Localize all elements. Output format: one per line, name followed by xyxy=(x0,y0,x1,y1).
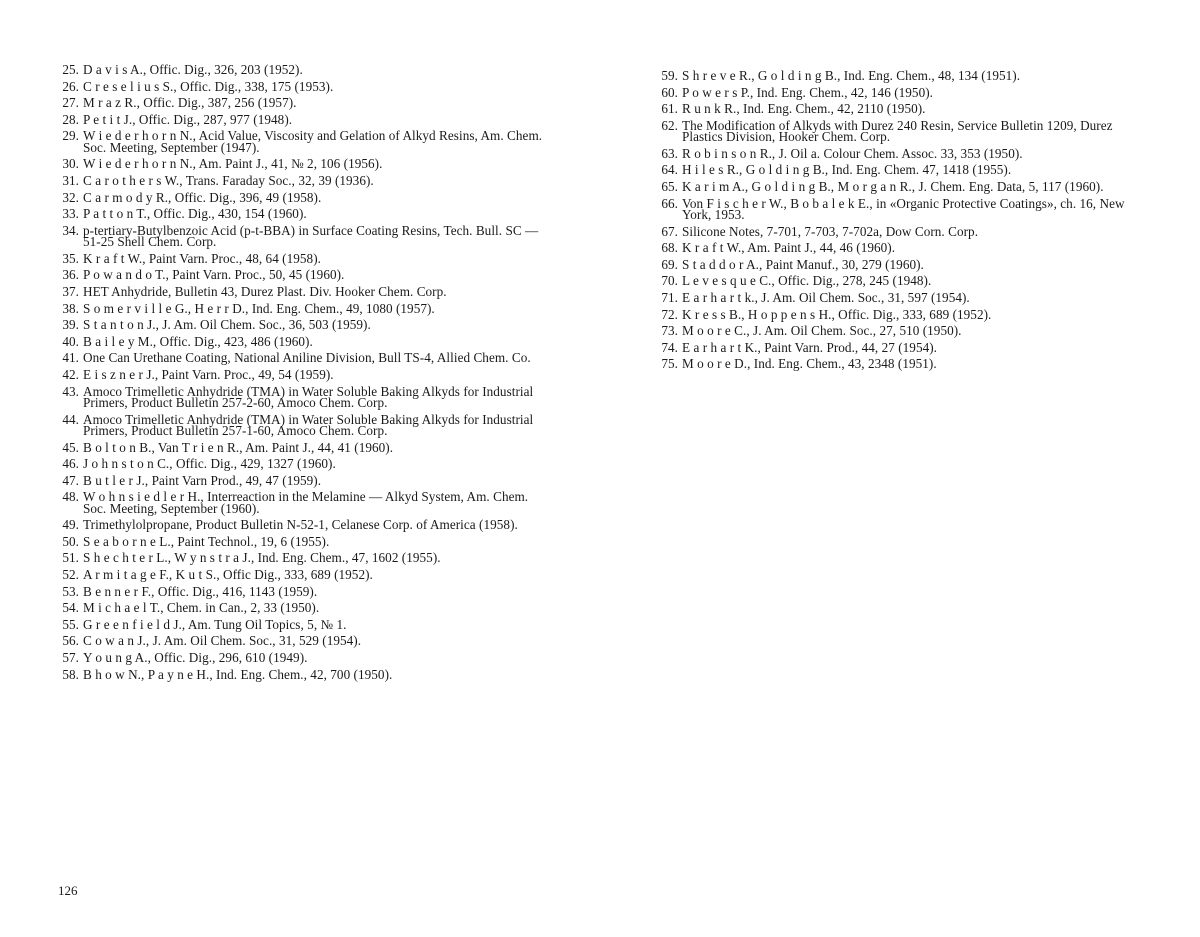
reference-number: 48. xyxy=(62,489,79,505)
reference-number: 66. xyxy=(661,195,678,211)
reference-item xyxy=(58,95,548,111)
reference-item xyxy=(58,666,548,682)
reference-number: 75. xyxy=(661,356,678,372)
reference-text: Silicone Notes, 7-701, 7-703, 7-702a, Dow Corn. Corp. xyxy=(682,223,979,239)
reference-text: B a i l e y M., Offic. Dig., 423, 486 (1960). xyxy=(83,333,313,349)
reference-item xyxy=(58,472,548,488)
reference-text: HET Anhydride, Bulletin 43, Durez Plast. Div. Hooker Chem. Corp. xyxy=(83,283,447,299)
reference-item xyxy=(58,350,548,366)
reference-number: 74. xyxy=(661,339,678,355)
reference-number: 50. xyxy=(62,533,79,549)
reference-number: 54. xyxy=(62,600,79,616)
reference-number: 46. xyxy=(62,456,79,472)
reference-item xyxy=(58,206,548,222)
reference-text: B o l t o n B., Van T r i e n R., Am. Paint J., 44, 41 (1960). xyxy=(83,439,394,455)
reference-text: C a r m o d y R., Offic. Dig., 396, 49 (1958). xyxy=(83,189,322,205)
reference-item xyxy=(657,70,1147,81)
reference-text: S t a d d o r A., Paint Manuf., 30, 279 (1960). xyxy=(682,256,924,272)
reference-item xyxy=(657,323,1147,339)
reference-item xyxy=(58,172,548,188)
reference-text: Amoco Trimelletic Anhydride (TMA) in Water Soluble Baking Alkyds for Industrial Primers, Product Bulletin 257-2-60, Amoco Chem. Corp. xyxy=(83,383,534,410)
reference-number: 26. xyxy=(62,78,79,94)
reference-item xyxy=(657,273,1147,289)
reference-item xyxy=(58,583,548,599)
reference-item xyxy=(657,306,1147,322)
reference-number: 63. xyxy=(661,145,678,161)
reference-text: K r e s s B., H o p p e n s H., Offic. Dig., 333, 689 (1952). xyxy=(682,306,992,322)
reference-number: 67. xyxy=(661,223,678,239)
reference-item xyxy=(58,633,548,649)
reference-text: W i e d e r h o r n N., Am. Paint J., 41, № 2, 106 (1956). xyxy=(83,156,383,172)
reference-number: 51. xyxy=(62,550,79,566)
reference-text: Y o u n g A., Offic. Dig., 296, 610 (1949). xyxy=(83,650,308,666)
reference-text: S o m e r v i l l e G., H e r r D., Ind. Eng. Chem., 49, 1080 (1957). xyxy=(83,300,435,316)
reference-number: 56. xyxy=(62,633,79,649)
left-page xyxy=(58,0,548,937)
reference-text: E a r h a r t k., J. Am. Oil Chem. Soc., 31, 597 (1954). xyxy=(682,289,970,305)
reference-item xyxy=(58,533,548,549)
reference-item xyxy=(657,240,1147,256)
reference-text: G r e e n f i e l d J., Am. Tung Oil Topics, 5, № 1. xyxy=(83,616,347,632)
reference-text: B h o w N., P a y n e H., Ind. Eng. Chem., 42, 700 (1950). xyxy=(83,666,393,682)
reference-item xyxy=(657,145,1147,161)
reference-text: M o o r e C., J. Am. Oil Chem. Soc., 27, 510 (1950). xyxy=(682,323,962,339)
reference-text: P a t t o n T., Offic. Dig., 430, 154 (1960). xyxy=(83,206,307,222)
reference-number: 25. xyxy=(62,62,79,77)
reference-item xyxy=(58,130,548,153)
reference-number: 65. xyxy=(661,178,678,194)
reference-item xyxy=(58,267,548,283)
reference-text: Amoco Trimelletic Anhydride (TMA) in Water Soluble Baking Alkyds for Industrial Primers, Product Bulletin 257-1-60, Amoco Chem. Corp. xyxy=(83,411,534,438)
reference-item xyxy=(58,550,548,566)
right-page xyxy=(657,0,1147,937)
reference-number: 37. xyxy=(62,283,79,299)
reference-number: 71. xyxy=(661,289,678,305)
reference-text: R o b i n s o n R., J. Oil a. Colour Chem. Assoc. 33, 353 (1950). xyxy=(682,145,1023,161)
reference-number: 52. xyxy=(62,567,79,583)
reference-text: One Can Urethane Coating, National Aniline Division, Bull TS-4, Allied Chem. Co. xyxy=(83,350,531,366)
reference-item xyxy=(657,339,1147,355)
reference-number: 61. xyxy=(661,101,678,117)
reference-item xyxy=(657,101,1147,117)
reference-text: K r a f t W., Paint Varn. Proc., 48, 64 (1958). xyxy=(83,250,321,266)
reference-text: P e t i t J., Offic. Dig., 287, 977 (1948). xyxy=(83,111,293,127)
reference-number: 38. xyxy=(62,300,79,316)
reference-text: E i s z n e r J., Paint Varn. Proc., 49, 54 (1959). xyxy=(83,366,334,382)
page-number: 126 xyxy=(58,883,78,898)
reference-item xyxy=(58,600,548,616)
reference-text: M i c h a e l T., Chem. in Can., 2, 33 (1950). xyxy=(83,600,320,616)
reference-number: 55. xyxy=(62,616,79,632)
reference-item xyxy=(58,64,548,75)
reference-text: The Modification of Alkyds with Durez 240 Resin, Service Bulletin 1209, Durez Plastics Division, Hooker Chem. Corp. xyxy=(682,117,1113,145)
reference-item xyxy=(58,156,548,172)
reference-item xyxy=(58,283,548,299)
reference-number: 57. xyxy=(62,650,79,666)
reference-text: p-tertiary-Butylbenzoic Acid (p-t-BBA) in Surface Coating Resins, Tech. Bull. SC — 51-25 Shell Chem. Corp. xyxy=(83,222,539,250)
reference-number: 47. xyxy=(62,472,79,488)
reference-item xyxy=(58,411,548,438)
reference-item xyxy=(58,111,548,127)
reference-number: 70. xyxy=(661,273,678,289)
reference-number: 36. xyxy=(62,267,79,283)
reference-item xyxy=(58,456,548,472)
reference-text: M o o r e D., Ind. Eng. Chem., 43, 2348 (1951). xyxy=(682,356,937,372)
reference-number: 45. xyxy=(62,439,79,455)
reference-item xyxy=(58,222,548,250)
reference-item xyxy=(657,195,1147,222)
reference-text: C a r o t h e r s W., Trans. Faraday Soc., 32, 39 (1936). xyxy=(83,172,374,188)
reference-text: W i e d e r h o r n N., Acid Value, Viscosity and Gelation of Alkyd Resins, Am. Chem. Soc. Meeting, September (1947). xyxy=(83,128,543,155)
reference-text: A r m i t a g e F., K u t S., Offic Dig., 333, 689 (1952). xyxy=(83,567,373,583)
reference-text: Trimethylolpropane, Product Bulletin N-52-1, Celanese Corp. of America (1958). xyxy=(83,517,518,533)
reference-item xyxy=(58,317,548,333)
reference-item xyxy=(657,178,1147,194)
reference-text: B e n n e r F., Offic. Dig., 416, 1143 (1959). xyxy=(83,583,318,599)
reference-text: S t a n t o n J., J. Am. Oil Chem. Soc., 36, 503 (1959). xyxy=(83,317,371,333)
reference-text: R u n k R., Ind. Eng. Chem., 42, 2110 (1950). xyxy=(682,101,926,117)
reference-item xyxy=(58,439,548,455)
reference-text: P o w a n d o T., Paint Varn. Proc., 50, 45 (1960). xyxy=(83,267,345,283)
reference-number: 72. xyxy=(661,306,678,322)
reference-number: 68. xyxy=(661,240,678,256)
reference-item xyxy=(58,517,548,533)
reference-number: 69. xyxy=(661,256,678,272)
reference-number: 35. xyxy=(62,250,79,266)
reference-number: 42. xyxy=(62,366,79,382)
reference-text: S e a b o r n e L., Paint Technol., 19, 6 (1955). xyxy=(83,533,330,549)
reference-item xyxy=(58,250,548,266)
reference-text: D a v i s A., Offic. Dig., 326, 203 (1952). xyxy=(83,62,303,77)
reference-item xyxy=(657,84,1147,100)
reference-number: 73. xyxy=(661,323,678,339)
reference-item xyxy=(58,189,548,205)
reference-text: W o h n s i e d l e r H., Interreaction in the Melamine — Alkyd System, Am. Chem. Soc. Meeting, September (1960). xyxy=(83,489,529,516)
reference-text: Von F i s c h e r W., B o b a l e k E., in «Organic Protective Coatings», ch. 16, New York, 1953. xyxy=(682,195,1125,222)
reference-item xyxy=(657,289,1147,305)
reference-item xyxy=(58,333,548,349)
reference-item xyxy=(58,567,548,583)
reference-text: B u t l e r J., Paint Varn Prod., 49, 47 (1959). xyxy=(83,472,322,488)
reference-number: 60. xyxy=(661,84,678,100)
reference-item xyxy=(58,366,548,382)
reference-number: 58. xyxy=(62,666,79,682)
reference-number: 29. xyxy=(62,128,79,144)
reference-number: 41. xyxy=(62,350,79,366)
reference-text: K r a f t W., Am. Paint J., 44, 46 (1960). xyxy=(682,240,896,256)
reference-list-left xyxy=(58,64,548,685)
reference-number: 31. xyxy=(62,172,79,188)
reference-number: 53. xyxy=(62,583,79,599)
reference-text: J o h n s t o n C., Offic. Dig., 429, 1327 (1960). xyxy=(83,456,336,472)
reference-text: H i l e s R., G o l d i n g B., Ind. Eng. Chem. 47, 1418 (1955). xyxy=(682,162,1012,178)
reference-number: 49. xyxy=(62,517,79,533)
reference-number: 62. xyxy=(661,117,678,133)
reference-item xyxy=(58,650,548,666)
reference-number: 64. xyxy=(661,162,678,178)
reference-text: C o w a n J., J. Am. Oil Chem. Soc., 31, 529 (1954). xyxy=(83,633,362,649)
reference-number: 40. xyxy=(62,333,79,349)
reference-item xyxy=(58,78,548,94)
reference-number: 30. xyxy=(62,156,79,172)
reference-text: S h e c h t e r L., W y n s t r a J., Ind. Eng. Chem., 47, 1602 (1955). xyxy=(83,550,441,566)
reference-item xyxy=(657,162,1147,178)
reference-number: 32. xyxy=(62,189,79,205)
reference-text: M r a z R., Offic. Dig., 387, 256 (1957). xyxy=(83,95,297,111)
reference-number: 43. xyxy=(62,383,79,399)
reference-text: K a r i m A., G o l d i n g B., M o r g a n R., J. Chem. Eng. Data, 5, 117 (1960). xyxy=(682,178,1104,194)
reference-number: 33. xyxy=(62,206,79,222)
reference-number: 44. xyxy=(62,411,79,427)
reference-text: S h r e v e R., G o l d i n g B., Ind. Eng. Chem., 48, 134 (1951). xyxy=(682,68,1021,83)
reference-text: C r e s e l i u s S., Offic. Dig., 338, 175 (1953). xyxy=(83,78,334,94)
reference-number: 59. xyxy=(661,68,678,83)
reference-item xyxy=(657,223,1147,239)
reference-item xyxy=(657,356,1147,372)
reference-item xyxy=(657,117,1147,145)
reference-number: 28. xyxy=(62,111,79,127)
reference-number: 27. xyxy=(62,95,79,111)
reference-number: 34. xyxy=(62,222,79,238)
reference-number: 39. xyxy=(62,317,79,333)
reference-item xyxy=(58,616,548,632)
reference-text: L e v e s q u e C., Offic. Dig., 278, 245 (1948). xyxy=(682,273,932,289)
reference-item xyxy=(657,256,1147,272)
reference-item xyxy=(58,491,548,514)
reference-list-right xyxy=(657,70,1147,375)
reference-text: P o w e r s P., Ind. Eng. Chem., 42, 146 (1950). xyxy=(682,84,933,100)
reference-item xyxy=(58,383,548,410)
reference-item xyxy=(58,300,548,316)
reference-text: E a r h a r t K., Paint Varn. Prod., 44, 27 (1954). xyxy=(682,339,938,355)
